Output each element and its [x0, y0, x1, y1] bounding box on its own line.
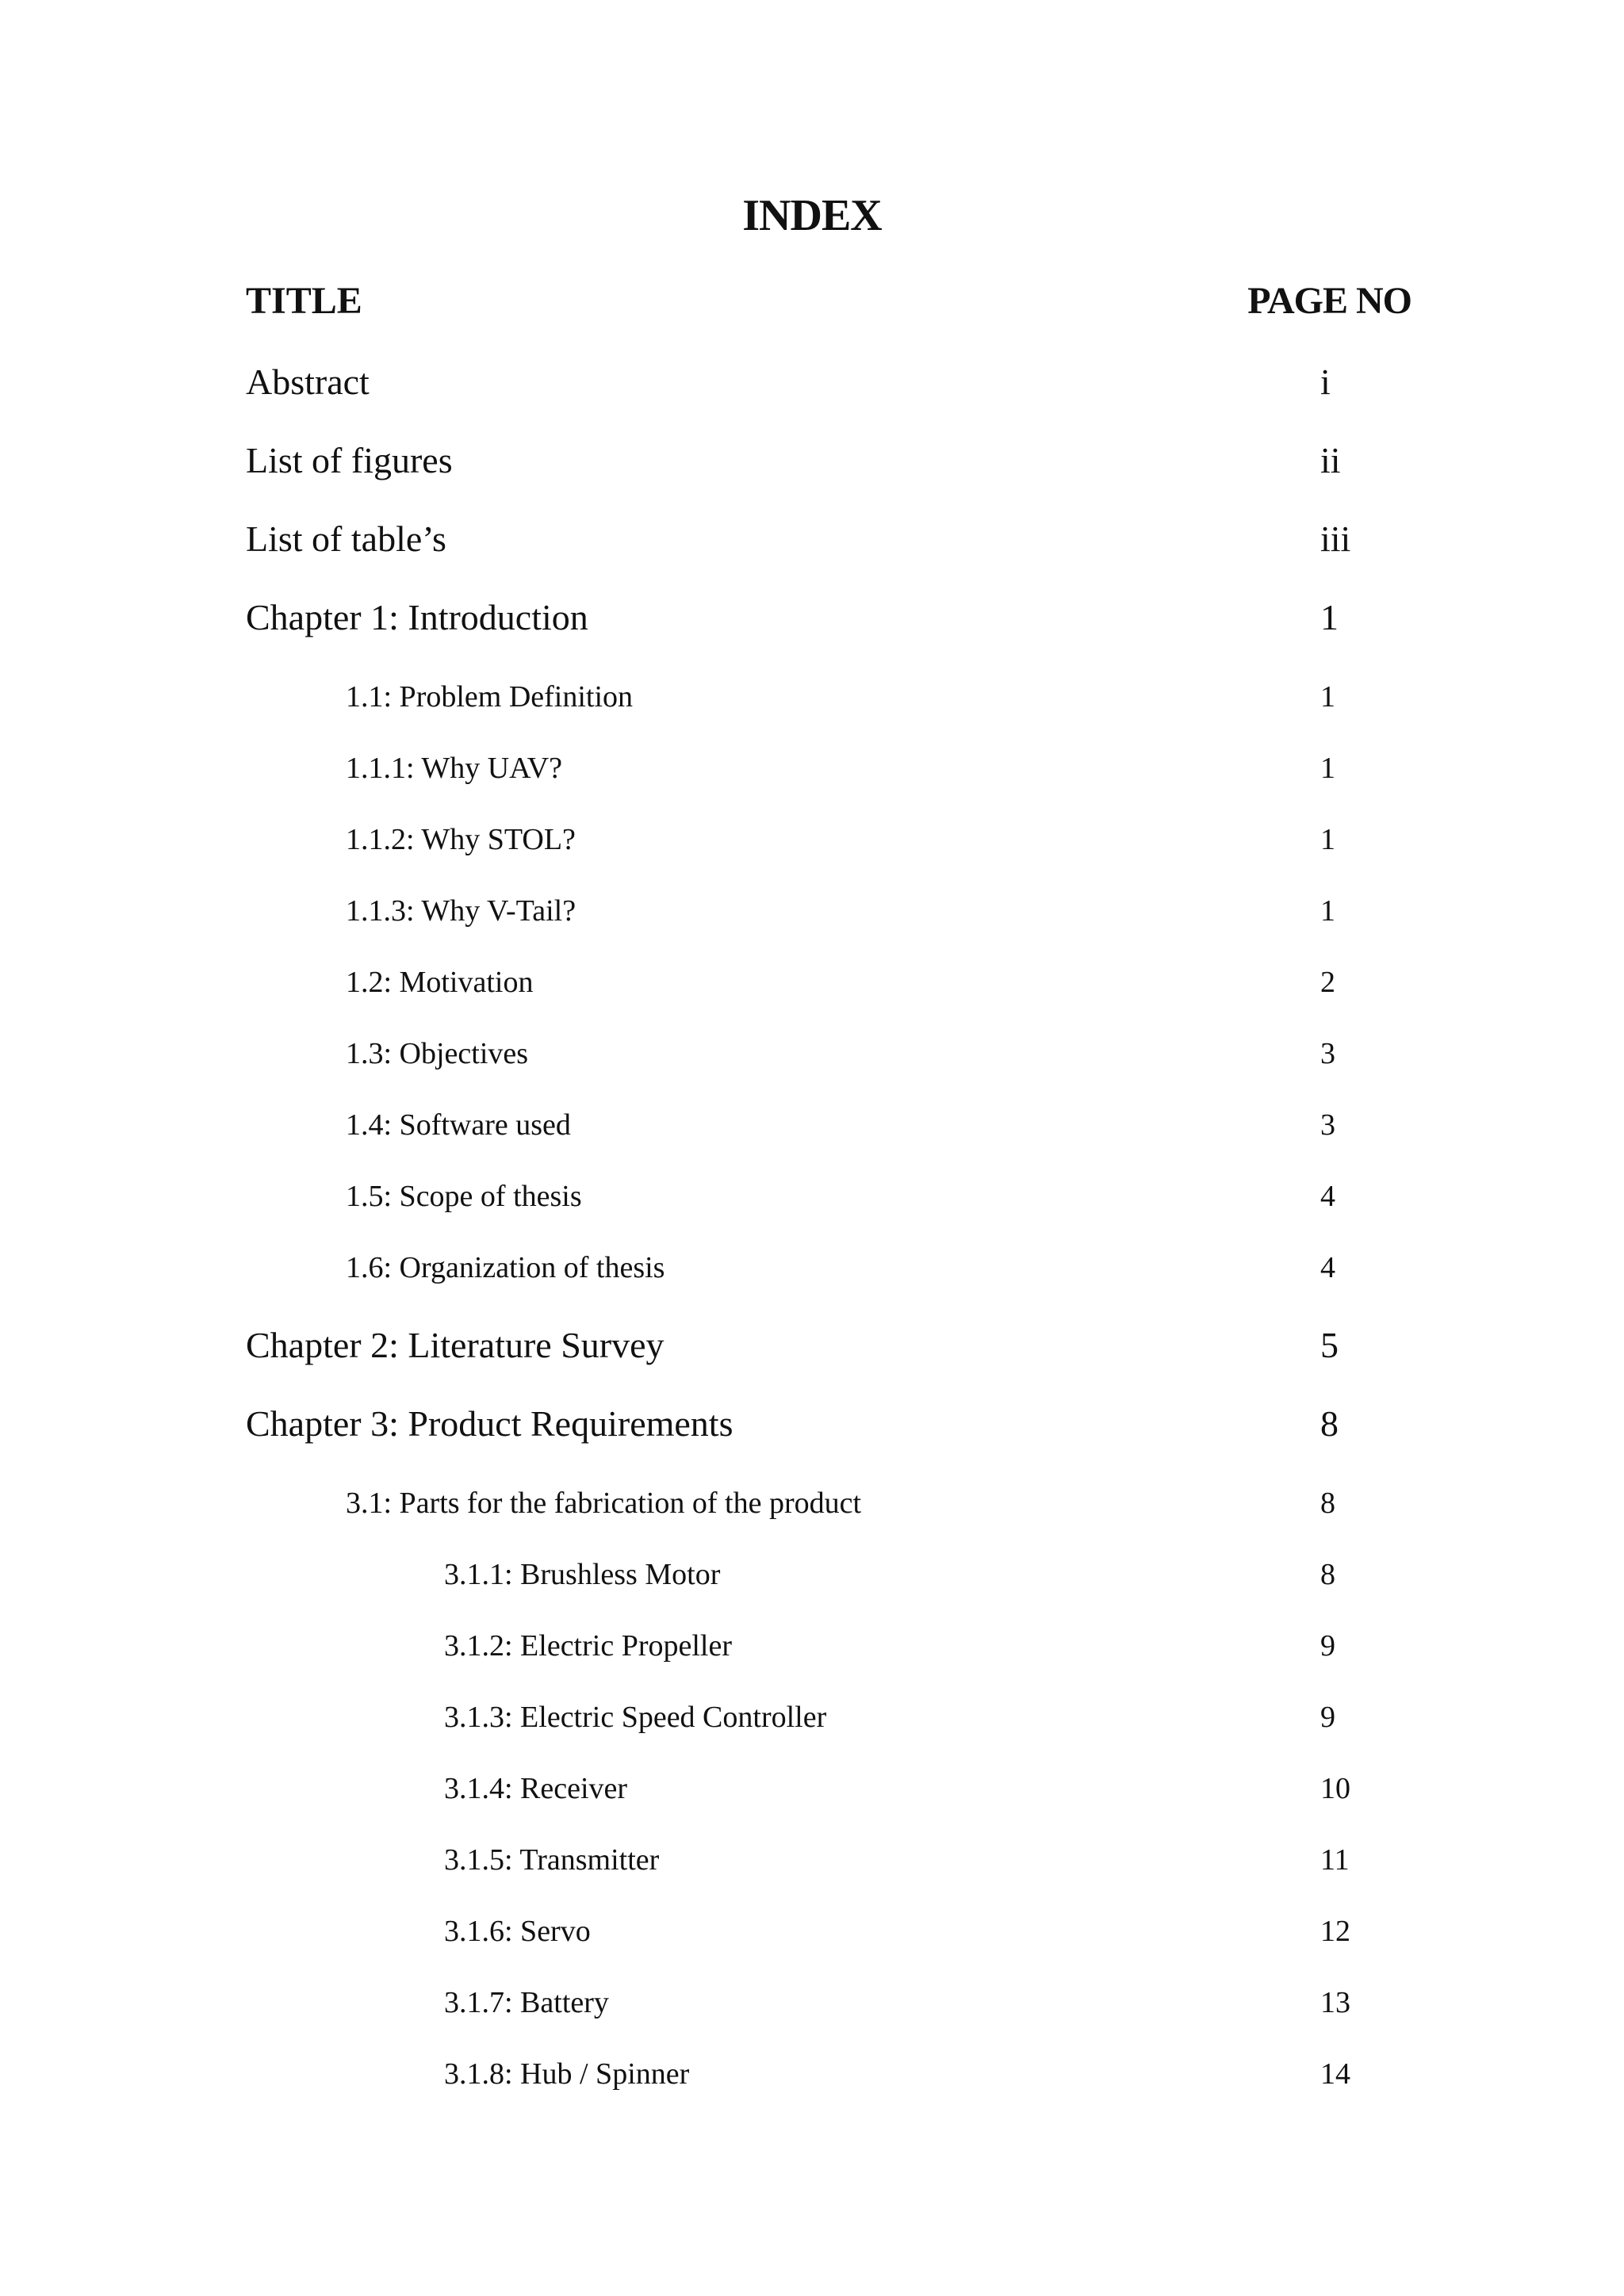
- toc-entry-label: 3.1.1: Brushless Motor: [444, 1558, 721, 1591]
- toc-entry-label: 1.1.3: Why V-Tail?: [346, 894, 576, 928]
- toc-entry: [0, 1324, 1624, 1380]
- toc-entry: [0, 439, 1624, 495]
- toc-entry: [0, 361, 1624, 416]
- page-title: INDEX: [742, 191, 882, 240]
- toc-entry-label: List of table’s: [246, 519, 446, 559]
- toc-entry-page: ii: [1320, 440, 1341, 480]
- toc-entry: [0, 1914, 1624, 1969]
- toc-entry-page: 9: [1320, 1701, 1335, 1734]
- toc-entry: [0, 1843, 1624, 1898]
- toc-entry: [0, 518, 1624, 573]
- toc-entry-label: 3.1: Parts for the fabrication of the product: [346, 1487, 862, 1520]
- toc-entry-label: 1.1.1: Why UAV?: [346, 752, 563, 785]
- toc-entry-page: i: [1320, 362, 1331, 402]
- toc-entry: [0, 1036, 1624, 1092]
- toc-entry-page: 4: [1320, 1251, 1335, 1284]
- toc-entry-page: 8: [1320, 1487, 1335, 1520]
- toc-entry-label: 1.2: Motivation: [346, 966, 534, 999]
- toc-entry-page: 4: [1320, 1180, 1335, 1213]
- toc-entry-page: 8: [1320, 1403, 1339, 1444]
- toc-entry: [0, 751, 1624, 806]
- toc-entry-label: 1.1: Problem Definition: [346, 680, 634, 714]
- toc-entry-label: List of figures: [246, 440, 453, 480]
- toc-entry-label: 3.1.4: Receiver: [444, 1772, 628, 1805]
- toc-entry-label: 1.5: Scope of thesis: [346, 1180, 582, 1213]
- toc-entry-label: 3.1.6: Servo: [444, 1915, 591, 1948]
- toc-entry: [0, 965, 1624, 1020]
- toc-entry-page: 13: [1320, 1986, 1350, 2019]
- toc-entry-label: Chapter 1: Introduction: [246, 597, 588, 637]
- toc-entry-label: 1.6: Organization of thesis: [346, 1251, 665, 1284]
- toc-entry-page: 14: [1320, 2057, 1350, 2091]
- toc-entry-label: Abstract: [246, 362, 370, 402]
- toc-entry: [0, 679, 1624, 735]
- toc-entry-page: 1: [1320, 894, 1335, 928]
- toc-entry: [0, 1557, 1624, 1613]
- toc-entry-label: 3.1.2: Electric Propeller: [444, 1629, 732, 1663]
- toc-entry-label: 1.1.2: Why STOL?: [346, 823, 576, 856]
- toc-entry: [0, 1108, 1624, 1163]
- toc-entry-page: 2: [1320, 966, 1335, 999]
- toc-entry-page: 10: [1320, 1772, 1350, 1805]
- toc-entry-page: 8: [1320, 1558, 1335, 1591]
- toc-entry-page: 1: [1320, 752, 1335, 785]
- toc-entry-page: 3: [1320, 1108, 1335, 1142]
- toc-entry: [0, 1486, 1624, 1541]
- toc-entry: [0, 1985, 1624, 2041]
- toc-entry-page: 1: [1320, 597, 1339, 637]
- toc-entry-label: Chapter 2: Literature Survey: [246, 1325, 665, 1365]
- toc-entry-page: 5: [1320, 1325, 1339, 1365]
- toc-entry-page: 11: [1320, 1843, 1350, 1877]
- toc-entry: [0, 1700, 1624, 1755]
- toc-entry-page: 3: [1320, 1037, 1335, 1070]
- toc-entry: [0, 596, 1624, 652]
- title-column-header: TITLE: [246, 280, 362, 322]
- toc-entry: [0, 822, 1624, 878]
- toc-entry-page: 1: [1320, 823, 1335, 856]
- toc-entry-page: iii: [1320, 519, 1351, 559]
- toc-entry: [0, 1628, 1624, 1684]
- page-column-header: PAGE NO: [1247, 280, 1411, 322]
- toc-entry: [0, 1179, 1624, 1234]
- toc-entry-label: 3.1.3: Electric Speed Controller: [444, 1701, 827, 1734]
- toc-entry-page: 9: [1320, 1629, 1335, 1663]
- toc-entry: [0, 2057, 1624, 2112]
- toc-entry-label: 3.1.8: Hub / Spinner: [444, 2057, 690, 2091]
- toc-entry: [0, 1402, 1624, 1458]
- toc-entry-page: 12: [1320, 1915, 1350, 1948]
- toc-entry-label: Chapter 3: Product Requirements: [246, 1403, 733, 1444]
- toc-entry-label: 3.1.5: Transmitter: [444, 1843, 660, 1877]
- toc-entry-page: 1: [1320, 680, 1335, 714]
- toc-entry: [0, 1771, 1624, 1827]
- toc-entry-label: 3.1.7: Battery: [444, 1986, 609, 2019]
- toc-entry-label: 1.4: Software used: [346, 1108, 571, 1142]
- toc-entry: [0, 894, 1624, 949]
- toc-entry: [0, 1250, 1624, 1306]
- toc-entry-label: 1.3: Objectives: [346, 1037, 529, 1070]
